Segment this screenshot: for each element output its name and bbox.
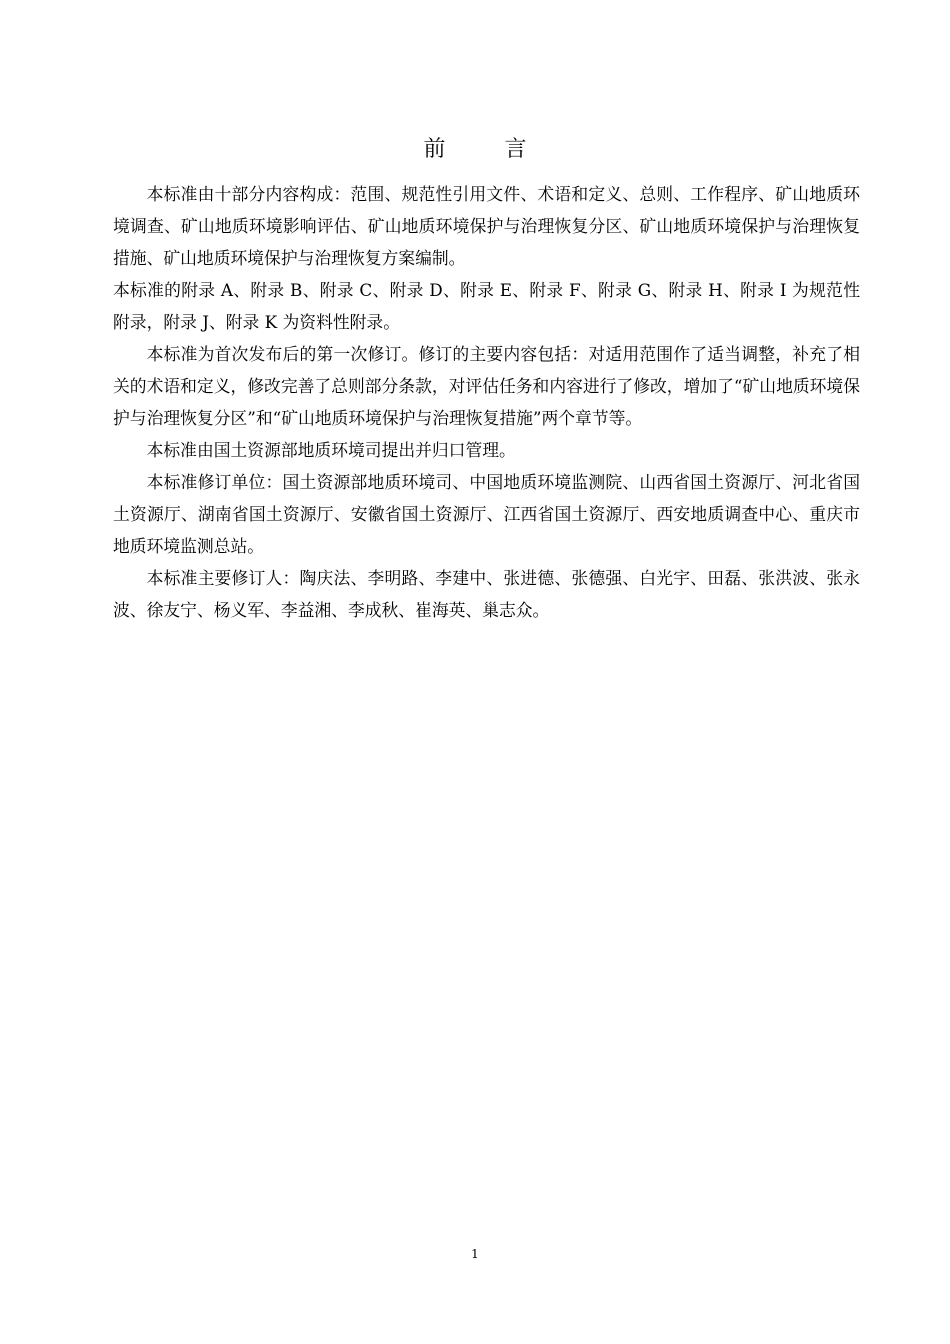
paragraph-revisers: 本标准主要修订人：陶庆法、李明路、李建中、张进德、张德强、白光宇、田磊、张洪波、张永波、徐友宁、杨义军、李益湘、李成秋、崔海英、巢志众。 [113, 568, 860, 620]
paragraph-revision: 本标准为首次发布后的第一次修订。修订的主要内容包括：对适用范围作了适当调整，补充了相关的术语和定义，修改完善了总则部分条款，对评估任务和内容进行了修改，增加了“矿山地质环境保护与治理恢复分区”和“矿山地质环境保护与治理恢复措施”两个章节等。 [113, 344, 860, 428]
paragraph-appendices: 本标准的附录 A、附录 B、附录 C、附录 D、附录 E、附录 F、附录 G、附录 H、附录 I 为规范性附录，附录 J、附录 K 为资料性附录。 [113, 280, 860, 332]
paragraph-management: 本标准由国土资源部地质环境司提出并归口管理。 [146, 440, 516, 460]
paragraph-revising-units: 本标准修订单位：国土资源部地质环境司、中国地质环境监测院、山西省国土资源厅、河北省国土资源厅、湖南省国土资源厅、安徽省国土资源厅、江西省国土资源厅、西安地质调查中心、重庆市地质环境监测总站。 [113, 472, 860, 556]
paragraph-composition: 本标准由十部分内容构成：范围、规范性引用文件、术语和定义、总则、工作程序、矿山地质环境调查、矿山地质环境影响评估、矿山地质环境保护与治理恢复分区、矿山地质环境保护与治理恢复措施、矿山地质环境保护与治理恢复方案编制。 [113, 184, 860, 268]
page-title: 前 言 [423, 136, 553, 162]
document-body [113, 178, 860, 626]
page-number: 1 [471, 1247, 479, 1261]
